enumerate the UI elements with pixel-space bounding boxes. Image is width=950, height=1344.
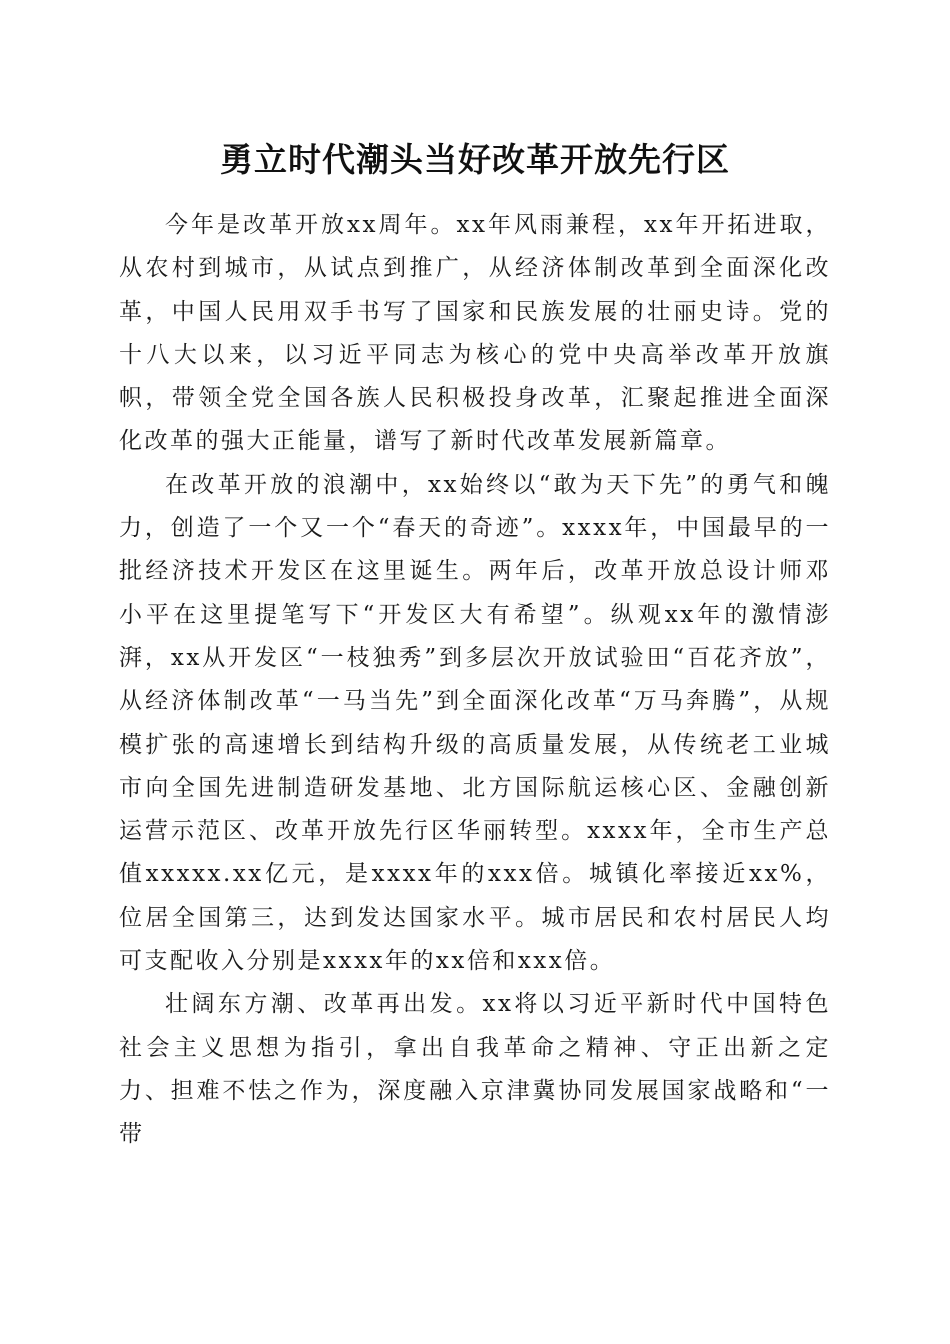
document-title: 勇立时代潮头当好改革开放先行区	[220, 140, 730, 179]
document-body	[119, 204, 831, 1157]
paragraph-intro: 今年是改革开放xx周年。xx年风雨兼程，xx年开拓进取，从农村到城市，从试点到推广，从经济体制改革到全面深化改革，中国人民用双手书写了国家和民族发展的壮丽史诗。党的十八大以来，以习近平同志为核心的党中央高举改革开放旗帜，带领全党全国各族人民积极投身改革，汇聚起推进全面深化改革的强大正能量，谱写了新时代改革发展新篇章。	[119, 212, 831, 455]
paragraph-outlook: 壮阔东方潮、改革再出发。xx将以习近平新时代中国特色社会主义思想为指引，拿出自我革命之精神、守正出新之定力、担难不怯之作为，深度融入京津冀协同发展国家战略和“一带	[119, 991, 831, 1148]
paragraph-history: 在改革开放的浪潮中，xx始终以“敢为天下先”的勇气和魄力，创造了一个又一个“春天的奇迹”。xxxx年，中国最早的一批经济技术开发区在这里诞生。两年后，改革开放总设计师邓小平在这里提笔写下“开发区大有希望”。纵观xx年的激情澎湃，xx从开发区“一枝独秀”到多层次开放试验田“百花齐放”，从经济体制改革“一马当先”到全面深化改革“万马奔腾”，从规模扩张的高速增长到结构升级的高质量发展，从传统老工业城市向全国先进制造研发基地、北方国际航运核心区、金融创新运营示范区、改革开放先行区华丽转型。xxxx年，全市生产总值xxxxx.xx亿元，是xxxx年的xxx倍。城镇化率接近xx%，位居全国第三，达到发达国家水平。城市居民和农村居民人均可支配收入分别是xxxx年的xx倍和xxx倍。	[119, 471, 831, 975]
